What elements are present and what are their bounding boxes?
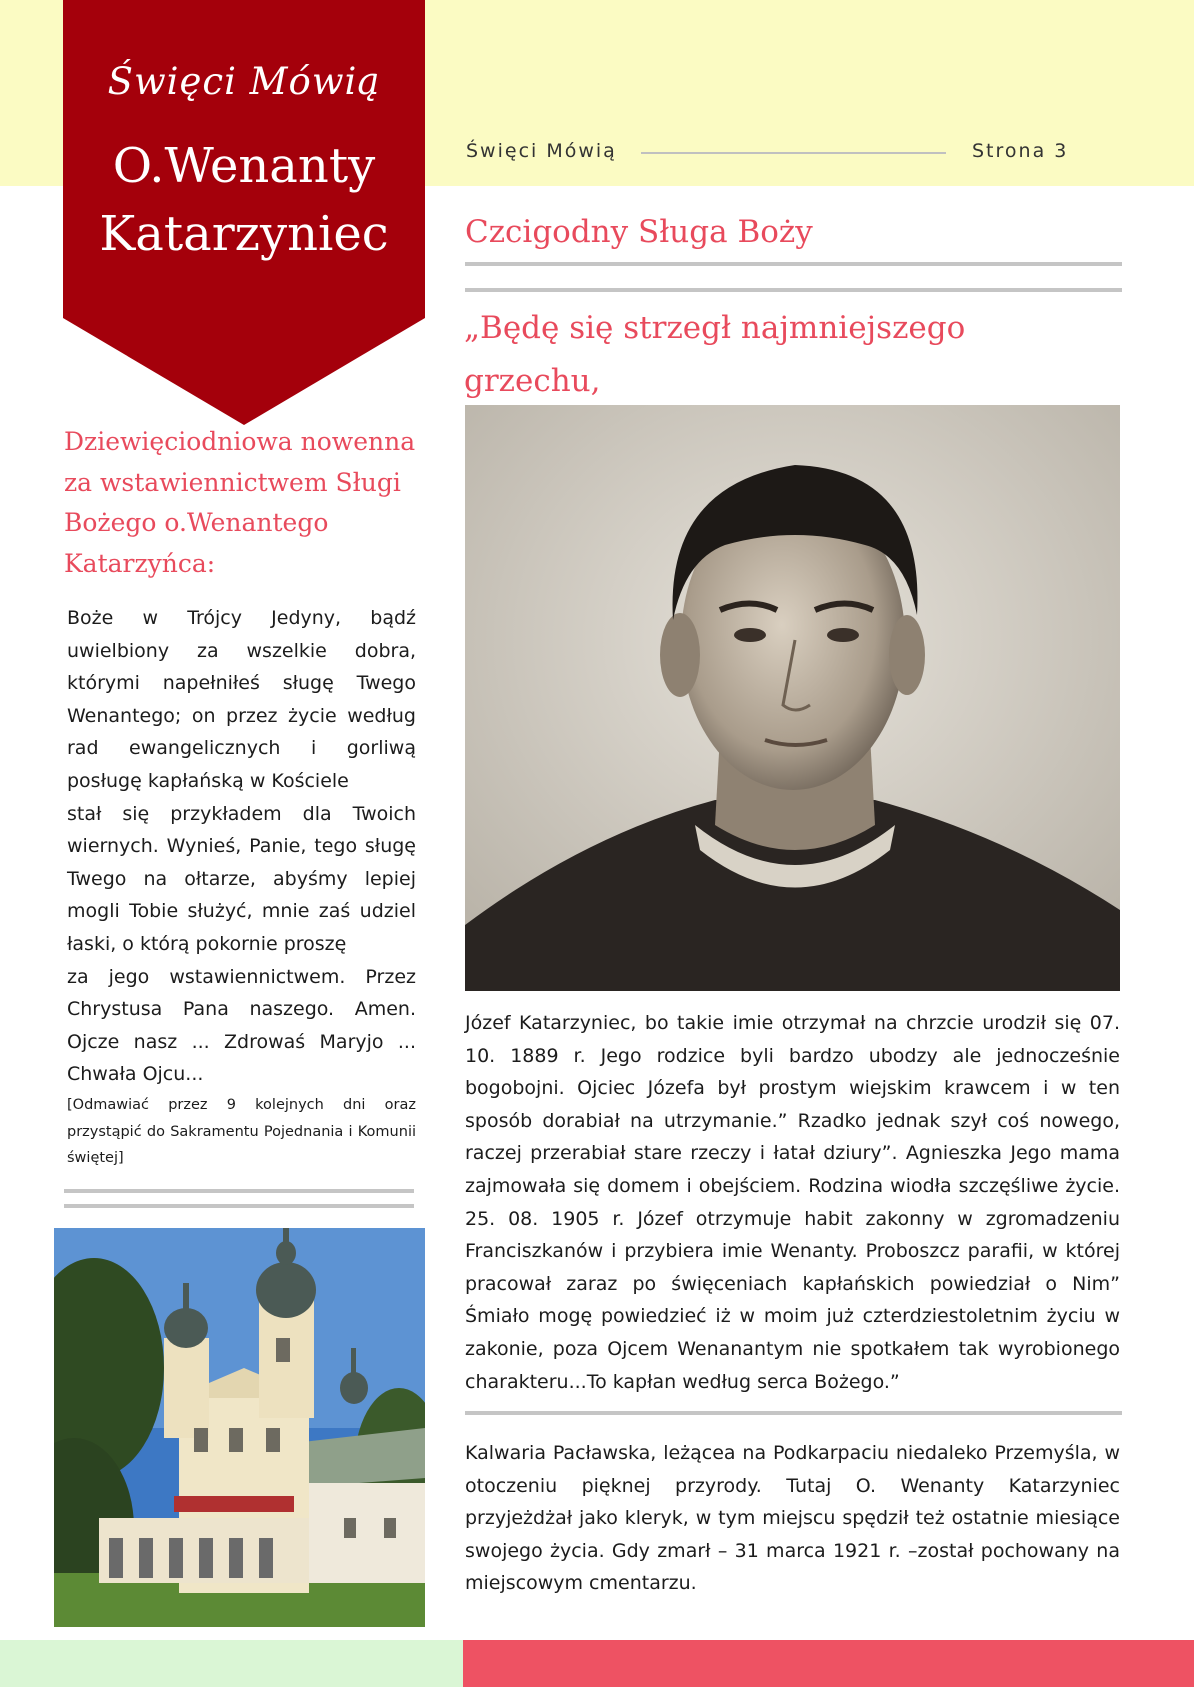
prayer-paragraph: Boże w Trójcy Jedyny, bądź uwielbiony za wszelkie dobra, którymi napełniłeś sługę Twego Wenantego; on przez życie według rad ewangelicznych i gorliwą posługę kapłańską w Kościele [67, 607, 416, 792]
section-title: Czcigodny Sługa Boży [465, 214, 813, 250]
divider [465, 1411, 1122, 1415]
divider [465, 262, 1122, 266]
header-publication: Święci Mówią [466, 140, 617, 162]
brand-script: Święci Mówią [107, 60, 381, 103]
main-title-line2: Katarzyniec [99, 206, 389, 262]
quote-line1: „Będę się strzegł najmniejszego grzechu, [464, 310, 966, 399]
divider [465, 288, 1122, 292]
prayer-paragraph: za jego wstawiennictwem. Przez Chrystusa Pana naszego. Amen. Ojcze nasz ... Zdrowaś Maryjo ... Chwała Ojcu... [67, 965, 416, 1086]
novena-title-line: Dziewięciodniowa nowenna [64, 427, 416, 456]
biography-text: Józef Katarzyniec, bo takie imie otrzymał na chrzcie urodził się 07. 10. 1889 r. Jego rodzice byli bardzo ubodzy ale jednocześnie bogobojni. Ojciec Józefa był prostym wiejskim krawcem i w ten sposób dorabiał na utrzymanie.” Rzadko jednak szył coś nowego, raczej przerabiał stare rzeczy i łatał dziury”. Agnieszka Jego mama zajmowała się domem i obejściem. Rodzina wiodła szczęśliwe życie. 25. 08. 1905 r. Józef otrzymuje habit zakonny w zgromadzeniu Franciszkanów i przybiera imie Wenanty. Proboszcz parafii, w której pracował zaraz po święceniach kapłańskich powiedział o Nim” Śmiało mogę powiedzieć iż w moim już czterdziestoletnim życiu w zakonie, poza Ojcem Wenanantym nie spotkałem tak wyrobionego charakteru...To kapłan według serca Bożego.” [465, 1012, 1120, 1393]
church-photo [54, 1228, 425, 1627]
novena-title-line: Katarzyńca: [64, 548, 216, 578]
divider [64, 1204, 414, 1208]
novena-title-line: za wstawiennictwem Sługi [64, 467, 401, 497]
novena-prayer [67, 602, 416, 1091]
divider [64, 1189, 414, 1193]
main-title-line1: O.Wenanty [112, 138, 376, 194]
bottom-band-green [0, 1640, 463, 1687]
prayer-note: [Odmawiać przez 9 kolejnych dni oraz przystąpić do Sakramentu Pojednania i Komunii świętej] [67, 1097, 416, 1166]
main-title [63, 132, 425, 268]
portrait-photo [465, 405, 1120, 991]
header-divider [641, 152, 946, 154]
prayer-paragraph: stał się przykładem dla Twoich wiernych. Wynieś, Panie, tego sługę Twego na ołtarze, abyśmy lepiej mogli Tobie służyć, mnie zaś udziel łaski, o którą pokornie proszę [67, 802, 416, 955]
page-number: Strona 3 [972, 140, 1069, 162]
novena-title [64, 422, 424, 584]
kalwaria-text: Kalwaria Pacławska, leżącea na Podkarpaciu niedaleko Przemyśla, w otoczeniu pięknej przyrody. Tutaj O. Wenanty Katarzyniec przyjeżdżał jako kleryk, w tym miejscu spędził też ostatnie miesiące swojego życia. Gdy zmarł – 31 marca 1921 r. –został pochowany na miejscowym cmentarzu. [465, 1442, 1120, 1595]
novena-title-line: Bożego o.Wenantego [64, 508, 329, 537]
bottom-band-red [463, 1640, 1194, 1687]
